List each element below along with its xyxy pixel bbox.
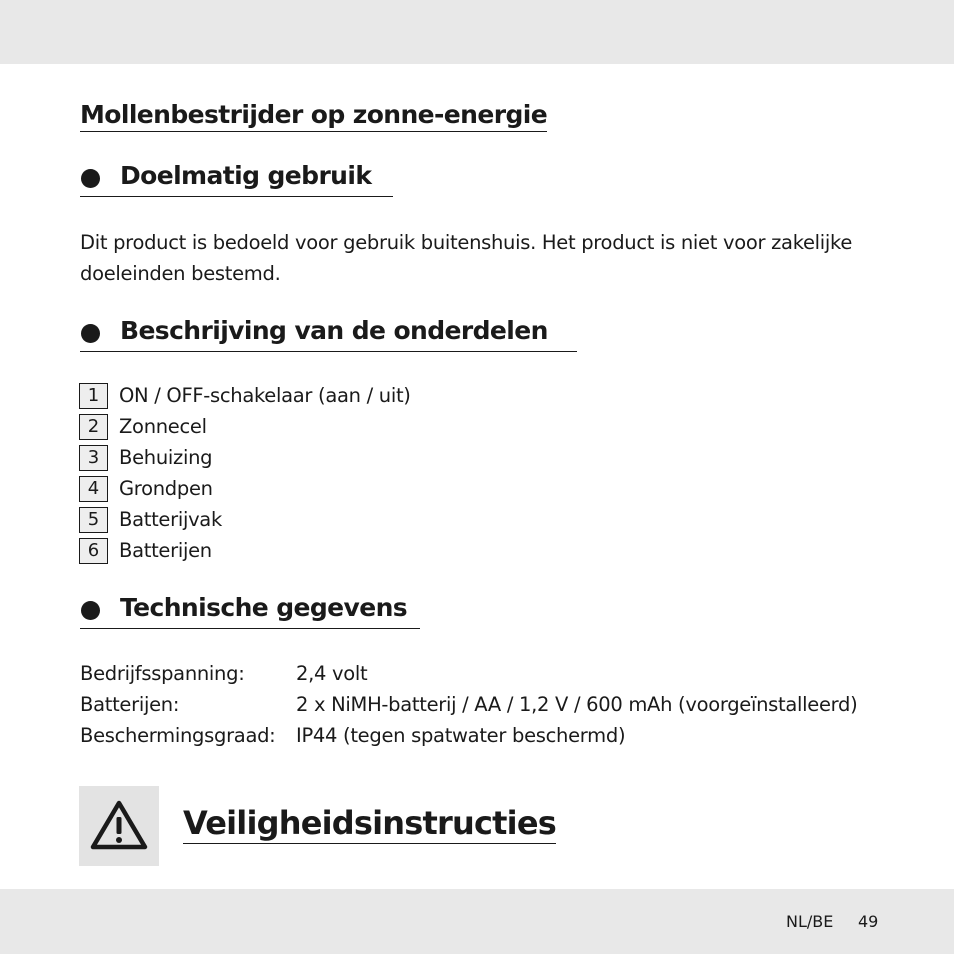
part-label: Grondpen: [119, 477, 213, 500]
spec-key: Batterijen:: [80, 693, 180, 716]
warning-icon-box: [79, 786, 159, 866]
bullet-icon: [81, 169, 100, 188]
part-label: Batterijvak: [119, 508, 222, 531]
bullet-icon: [81, 324, 100, 343]
part-number-box: 2: [79, 414, 108, 440]
spec-key: Bedrijfsspanning:: [80, 662, 245, 685]
intended-use-text: Dit product is bedoeld voor gebruik buitenshuis. Het product is niet voor zakelijke doeleinden bestemd.: [80, 231, 853, 285]
spec-value: IP44 (tegen spatwater beschermd): [296, 724, 626, 747]
section-title: Technische gegevens: [120, 593, 408, 622]
part-number-box: 4: [79, 476, 108, 502]
part-label: Zonnecel: [119, 415, 207, 438]
footer-language: NL/BE: [786, 912, 834, 931]
spec-value: 2 x NiMH-batterij / AA / 1,2 V / 600 mAh (voorgeïnstalleerd): [296, 693, 858, 716]
bullet-icon: [81, 601, 100, 620]
section-title: Beschrijving van de onderdelen: [120, 316, 548, 345]
footer-page-number: 49: [858, 912, 879, 931]
safety-title: Veiligheidsinstructies: [183, 804, 556, 842]
part-number-box: 1: [79, 383, 108, 409]
warning-triangle-icon: [89, 799, 149, 851]
part-number-box: 6: [79, 538, 108, 564]
page-title: Mollenbestrijder op zonne-energie: [80, 100, 547, 132]
part-label: Batterijen: [119, 539, 212, 562]
part-number-box: 5: [79, 507, 108, 533]
part-label: ON / OFF-schakelaar (aan / uit): [119, 384, 411, 407]
section-title: Doelmatig gebruik: [120, 161, 372, 190]
spec-key: Beschermingsgraad:: [80, 724, 276, 747]
heading-underline: [80, 351, 577, 352]
spec-value: 2,4 volt: [296, 662, 368, 685]
top-band: [0, 0, 954, 64]
heading-underline: [80, 628, 420, 629]
part-label: Behuizing: [119, 446, 213, 469]
heading-underline: [80, 196, 393, 197]
part-number-box: 3: [79, 445, 108, 471]
